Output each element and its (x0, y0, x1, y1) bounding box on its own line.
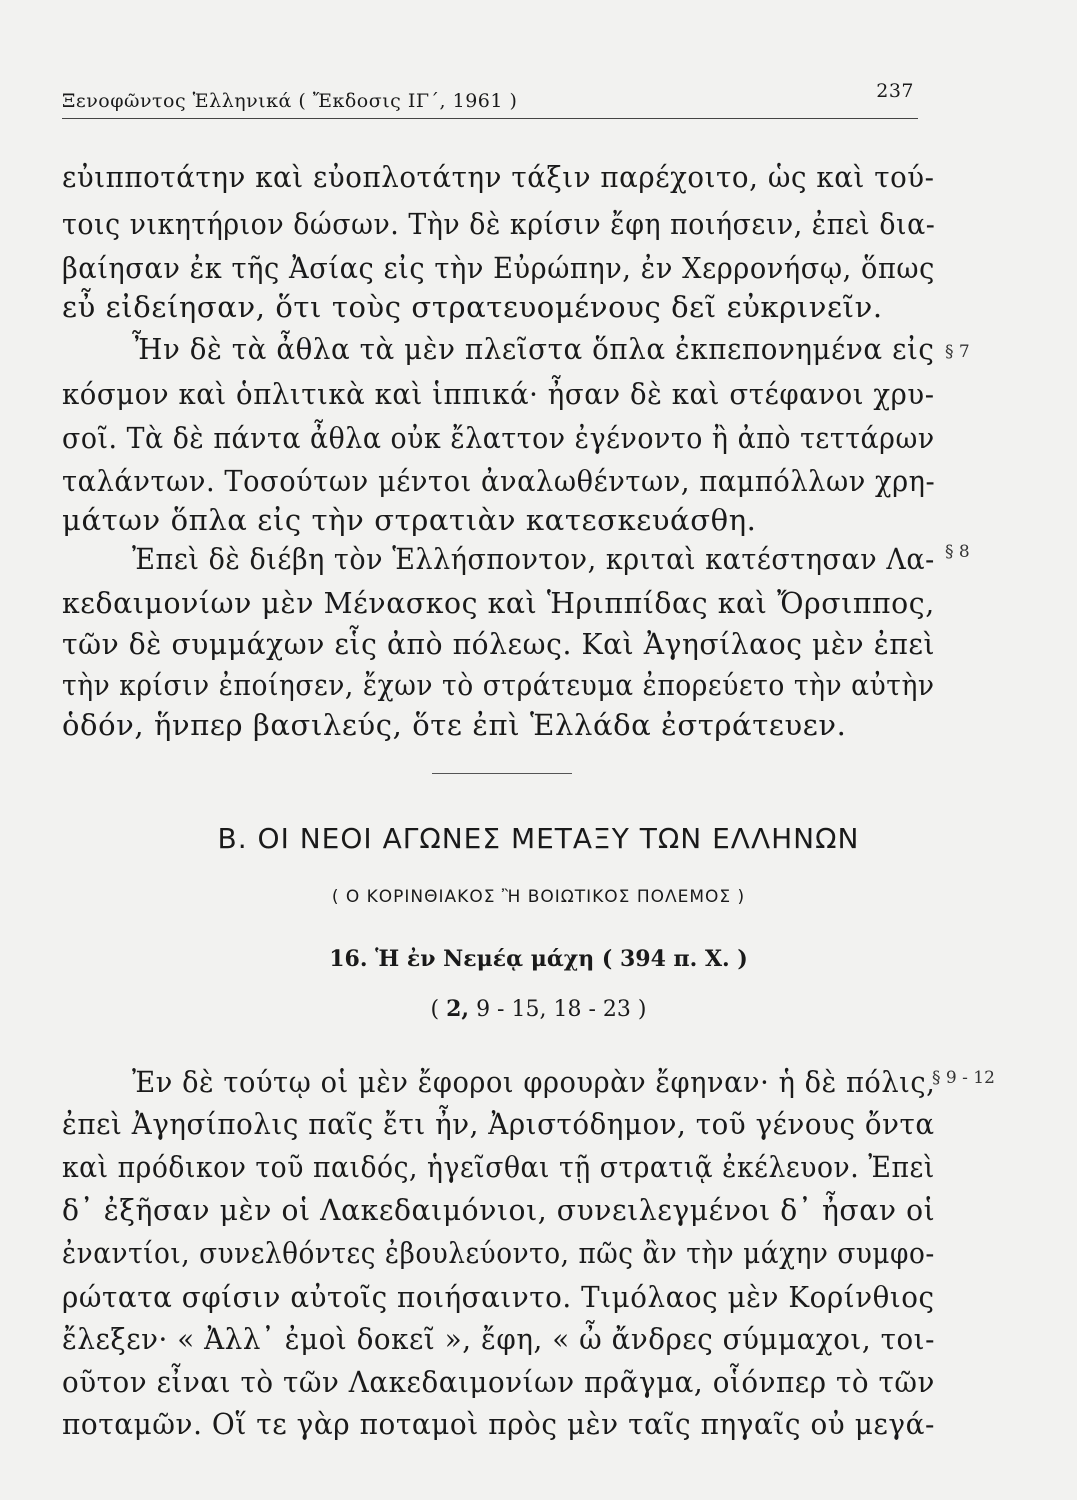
chapter-heading: 16. Ἡ ἐν Νεμέᾳ μάχη ( 394 π. Χ. ) (329, 946, 748, 972)
text-line: εὖ εἰδείησαν, ὅτι τοὺς στρατευομένους δεῖ εὐκρινεῖν. (62, 290, 883, 324)
text-line: ἐναντίοι, συνελθόντες ἐβουλεύοντο, πῶς ἂν τὴν μάχην συμφο- (62, 1236, 935, 1270)
text-line: βαίησαν ἐκ τῆς Ἀσίας εἰς τὴν Εὐρώπην, ἐν Χερρονήσῳ, ὅπως (62, 251, 935, 285)
text-line: οῦτον εἶναι τὸ τῶν Λακεδαιμονίων πρᾶγμα, οἷόνπερ τὸ τῶν (62, 1365, 935, 1399)
section-title: Β. ΟΙ ΝΕΟΙ ΑΓΩΝΕΣ ΜΕΤΑΞΥ ΤΩΝ ΕΛΛΗΝΩΝ (217, 822, 860, 855)
text-line: τὴν κρίσιν ἐποίησεν, ἔχων τὸ στράτευμα ἐπορεύετο τὴν αὐτὴν (62, 668, 935, 702)
passage-ref-book: 2, (446, 996, 470, 1022)
margin-section-ref: § 7 (945, 342, 970, 362)
margin-section-ref: § 8 (945, 542, 970, 562)
text-line: ρώτατα σφίσιν αὐτοῖς ποιήσαιντο. Τιμόλαος μὲν Κορίνθιος (62, 1280, 935, 1314)
page-number: 237 (876, 80, 914, 102)
text-line: κεδαιμονίων μὲν Μένασκος καὶ Ἡριππίδας καὶ Ὄρσιππος, (62, 586, 935, 620)
running-head-title: Ξενοφῶντος Ἑλληνικά ( Ἔκδοσις ΙΓ΄, 1961 ) (62, 90, 518, 112)
text-line: εὐιπποτάτην καὶ εὐοπλοτάτην τάξιν παρέχοιτο, ὡς καὶ τού- (62, 160, 935, 194)
text-line: ταλάντων. Τοσούτων μέντοι ἀναλωθέντων, παμπόλλων χρη- (62, 464, 936, 498)
text-line: δ᾽ ἐξῆσαν μὲν οἱ Λακεδαιμόνιοι, συνειλεγμένοι δ᾽ ἦσαν οἱ (62, 1193, 936, 1227)
text-line: ἐπεὶ Ἀγησίπολις παῖς ἔτι ἦν, Ἀριστόδημον, τοῦ γένους ὄντα (62, 1107, 935, 1141)
passage-ref-rest: 9 - 15, 18 - 23 ) (469, 997, 647, 1022)
text-line: τῶν δὲ συμμάχων εἷς ἀπὸ πόλεως. Καὶ Ἀγησίλαος μὲν ἐπεὶ (62, 627, 936, 661)
text-line: σοῖ. Τὰ δὲ πάντα ἆθλα οὐκ ἔλαττον ἐγένοντο ἢ ἀπὸ τεττάρων (62, 421, 935, 455)
text-line: ποταμῶν. Οἵ τε γὰρ ποταμοὶ πρὸς μὲν ταῖς πηγαῖς οὐ μεγά- (62, 1407, 936, 1441)
text-line: Ἐν δὲ τούτῳ οἱ μὲν ἔφοροι φρουρὰν ἔφηναν· ἡ δὲ πόλις, (132, 1065, 936, 1099)
margin-section-ref: § 9 - 12 (932, 1068, 995, 1088)
passage-reference (0, 996, 1077, 1022)
passage-ref-open: ( (430, 997, 447, 1022)
text-line: Ἦν δὲ τὰ ἆθλα τὰ μὲν πλεῖστα ὅπλα ἐκπεπονημένα εἰς (132, 332, 935, 366)
text-line: ὁδόν, ἥνπερ βασιλεύς, ὅτε ἐπὶ Ἑλλάδα ἐστράτευεν. (62, 708, 847, 742)
text-line: τοις νικητήριον δώσων. Τὴν δὲ κρίσιν ἔφη ποιήσειν, ἐπεὶ δια- (62, 207, 936, 241)
text-line: καὶ πρόδικον τοῦ παιδός, ἡγεῖσθαι τῇ στρατιᾷ ἐκέλευον. Ἐπεὶ (62, 1150, 935, 1184)
text-line: μάτων ὅπλα εἰς τὴν στρατιὰν κατεσκευάσθη. (62, 503, 757, 537)
running-head (62, 80, 918, 119)
text-line: Ἐπεὶ δὲ διέβη τὸν Ἑλλήσποντον, κριταὶ κατέστησαν Λα- (132, 542, 935, 576)
section-divider (432, 773, 572, 774)
text-line: κόσμον καὶ ὁπλιτικὰ καὶ ἱππικά· ἦσαν δὲ καὶ στέφανοι χρυ- (62, 377, 935, 411)
section-subtitle: ( Ο ΚΟΡΙΝΘΙΑΚΟΣ Ἢ ΒΟΙΩΤΙΚΟΣ ΠΟΛΕΜΟΣ ) (331, 887, 746, 907)
text-line: ἔλεξεν· « Ἀλλ᾽ ἐμοὶ δοκεῖ », ἔφη, « ὦ ἄνδρες σύμμαχοι, τοι- (62, 1322, 936, 1356)
